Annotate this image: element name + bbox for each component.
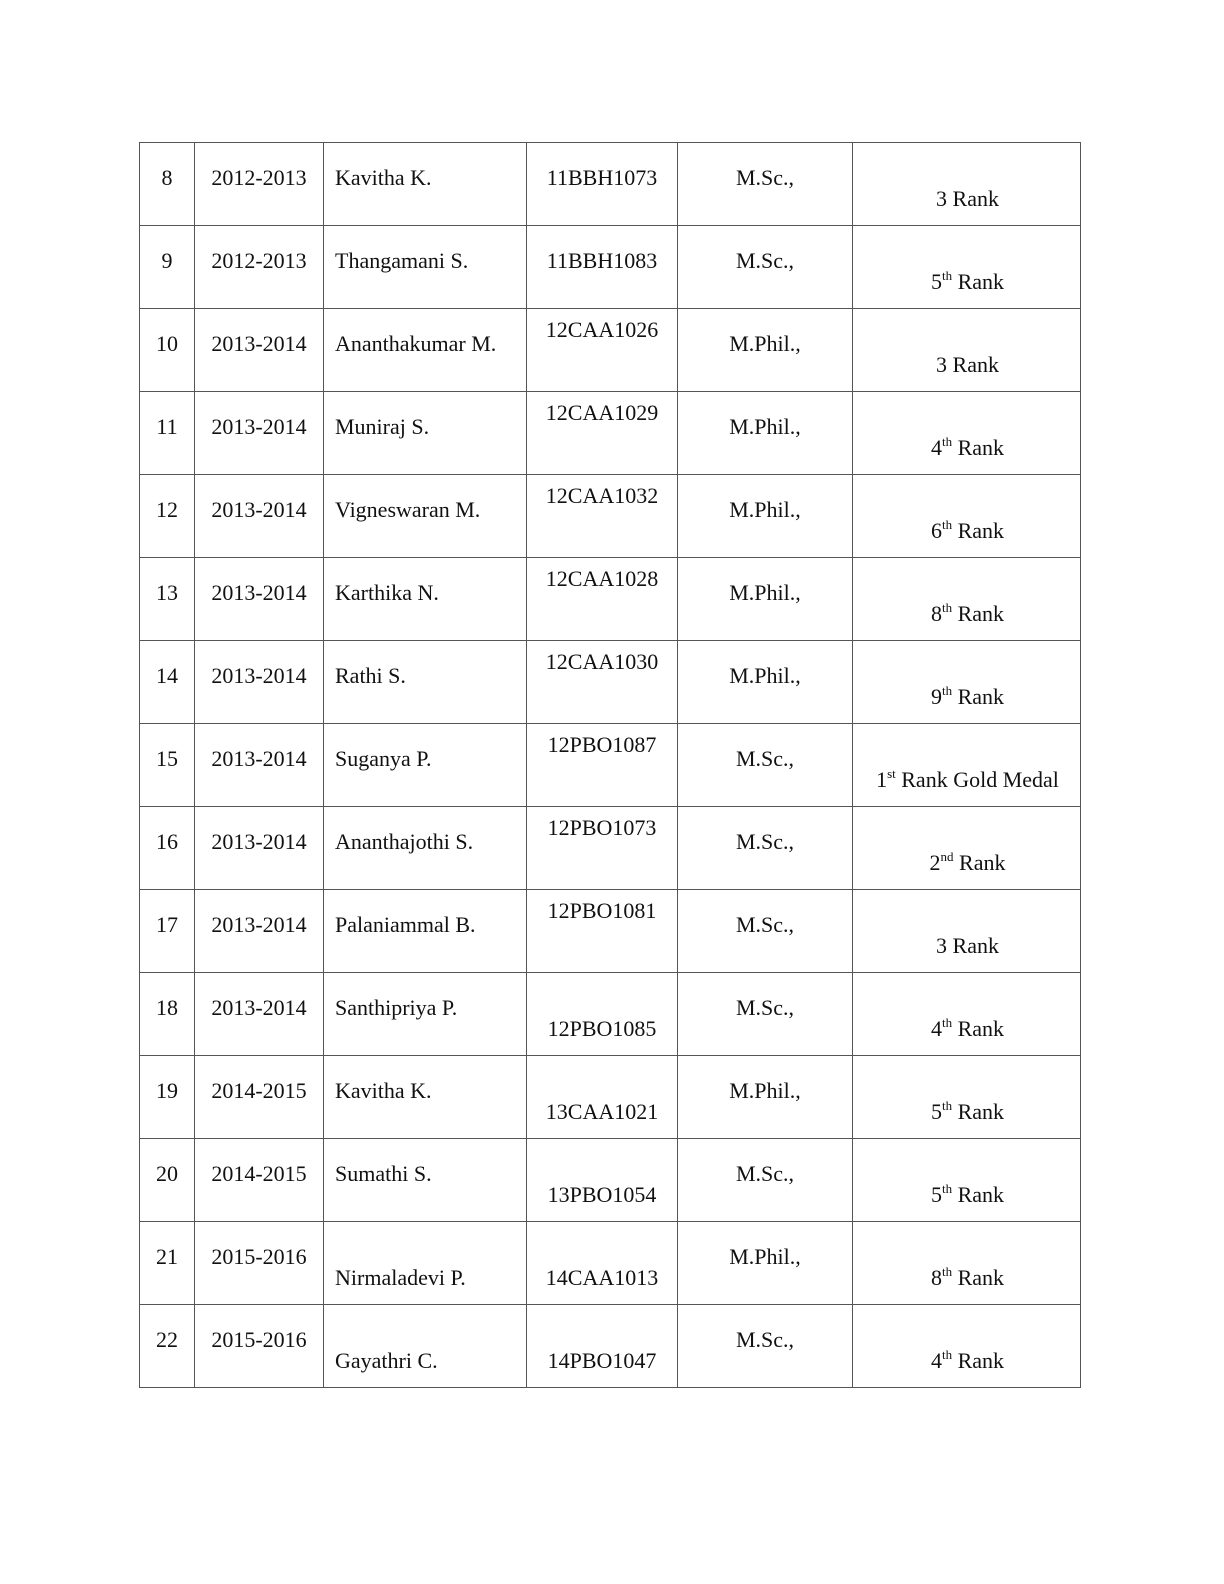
register-number: 14PBO1047 [547,1348,657,1373]
rank [853,767,1082,793]
academic-year-cell [195,392,324,474]
academic-year-cell [195,724,324,806]
rank [853,1265,1082,1291]
rank-label: Rank [953,850,1006,875]
rank-label: Rank [952,1265,1005,1290]
degree: M.Phil., [729,663,801,688]
table-row [139,807,1081,890]
student-name-cell [324,226,527,308]
degree: M.Phil., [729,580,801,605]
degree: M.Sc., [735,1161,795,1186]
register-number: 13CAA1021 [545,1099,659,1124]
academic-year-cell [195,1305,324,1387]
rank [853,1099,1082,1125]
academic-year: 2015-2016 [211,1244,307,1269]
degree: M.Phil., [729,1078,801,1103]
degree: M.Sc., [735,912,795,937]
rank-cell [853,475,1082,557]
rank-number: 3 [936,352,948,377]
degree: M.Phil., [729,414,801,439]
rank-ordinal-suffix: th [941,433,953,449]
serial-number-cell [140,226,195,308]
serial-number: 10 [156,331,178,356]
student-name-cell [324,973,527,1055]
register-number: 13PBO1054 [547,1182,657,1207]
register-number: 12CAA1030 [545,649,659,674]
rank [853,269,1082,295]
academic-year-cell [195,1222,324,1304]
serial-number-cell [140,1139,195,1221]
academic-year-cell [195,1139,324,1221]
rank-number: 4 [930,435,942,460]
academic-year-cell [195,807,324,889]
register-number: 12CAA1032 [545,483,659,508]
register-number-cell [527,1056,678,1138]
degree-cell [678,973,853,1055]
student-name: Palaniammal B. [335,912,476,937]
rank-label: Rank [952,518,1005,543]
degree-cell [678,807,853,889]
register-number-cell [527,392,678,474]
rank-number: 1 [876,767,888,792]
register-number-cell [527,1222,678,1304]
rank-cell [853,724,1082,806]
rank [853,518,1082,544]
table-row [139,226,1081,309]
rank-number: 5 [930,269,942,294]
serial-number: 13 [156,580,178,605]
degree-cell [678,1056,853,1138]
degree: M.Sc., [735,995,795,1020]
rank-ordinal-suffix: nd [940,848,954,864]
register-number: 12PBO1081 [547,898,657,923]
register-number: 12CAA1029 [545,400,659,425]
degree-cell [678,226,853,308]
student-name: Sumathi S. [335,1161,432,1186]
rank-cell [853,143,1082,225]
register-number-cell [527,890,678,972]
rank-ordinal-suffix: st [887,765,896,781]
student-name: Suganya P. [335,746,432,771]
rank-cell [853,890,1082,972]
degree-cell [678,309,853,391]
rank-number: 3 [936,933,948,958]
serial-number: 19 [156,1078,178,1103]
rank-number: 5 [930,1182,942,1207]
rank-number: 2 [929,850,941,875]
table-row [139,392,1081,475]
academic-year: 2013-2014 [211,663,307,688]
table-row [139,475,1081,558]
academic-year: 2014-2015 [211,1078,307,1103]
rank [853,1016,1082,1042]
rank-number: 6 [930,518,942,543]
rank-cell [853,1139,1082,1221]
serial-number: 14 [156,663,178,688]
register-number: 14CAA1013 [545,1265,659,1290]
academic-year: 2013-2014 [211,580,307,605]
degree-cell [678,1305,853,1387]
table-row [139,1305,1081,1388]
rank-ordinal-suffix: th [941,1346,953,1362]
serial-number-cell [140,392,195,474]
student-name: Rathi S. [335,663,406,688]
degree-cell [678,890,853,972]
rank-number: 8 [930,601,942,626]
academic-year-cell [195,1056,324,1138]
rank-number: 9 [930,684,942,709]
student-name: Kavitha K. [335,1078,432,1103]
student-name: Karthika N. [335,580,439,605]
academic-year: 2013-2014 [211,331,307,356]
rank-cell [853,973,1082,1055]
degree-cell [678,475,853,557]
academic-year: 2013-2014 [211,829,307,854]
student-name-cell [324,143,527,225]
rank-ordinal-suffix: th [941,1014,953,1030]
register-number: 11BBH1083 [546,248,658,273]
student-name: Gayathri C. [335,1348,438,1373]
table-row [139,1056,1081,1139]
degree: M.Phil., [729,331,801,356]
student-name-cell [324,309,527,391]
serial-number: 16 [156,829,178,854]
academic-year: 2013-2014 [211,414,307,439]
register-number: 12PBO1085 [547,1016,657,1041]
register-number-cell [527,226,678,308]
academic-year-cell [195,973,324,1055]
register-number-cell [527,558,678,640]
degree-cell [678,724,853,806]
table-row [139,641,1081,724]
rank-ordinal-suffix: th [941,682,953,698]
academic-year: 2013-2014 [211,746,307,771]
rank [853,850,1082,876]
register-number: 12CAA1028 [545,566,659,591]
rank-cell [853,1222,1082,1304]
serial-number: 9 [161,248,173,273]
table-row [139,309,1081,392]
serial-number-cell [140,1056,195,1138]
rank [853,1348,1082,1374]
rank-number: 4 [930,1348,942,1373]
rank-number: 5 [930,1099,942,1124]
register-number-cell [527,475,678,557]
degree: M.Sc., [735,829,795,854]
student-name: Santhipriya P. [335,995,458,1020]
register-number: 12PBO1073 [547,815,657,840]
degree-cell [678,1222,853,1304]
serial-number: 18 [156,995,178,1020]
register-number-cell [527,724,678,806]
student-name-cell [324,475,527,557]
degree-cell [678,558,853,640]
register-number-cell [527,309,678,391]
rank [853,186,1082,212]
rank [853,601,1082,627]
table-row [139,1222,1081,1305]
student-name: Nirmaladevi P. [335,1265,466,1290]
serial-number: 17 [156,912,178,937]
student-name: Vigneswaran M. [335,497,481,522]
serial-number: 20 [156,1161,178,1186]
academic-year-cell [195,641,324,723]
rank-label: Rank [952,1182,1005,1207]
degree: M.Sc., [735,248,795,273]
table-row [139,724,1081,807]
serial-number: 8 [161,165,173,190]
rank-holders-table [139,142,1081,1388]
rank-cell [853,226,1082,308]
academic-year: 2013-2014 [211,995,307,1020]
serial-number-cell [140,143,195,225]
student-name-cell [324,1056,527,1138]
register-number-cell [527,973,678,1055]
rank-cell [853,392,1082,474]
serial-number: 15 [156,746,178,771]
rank-label: Rank [952,601,1005,626]
academic-year-cell [195,890,324,972]
rank-ordinal-suffix: th [941,1097,953,1113]
student-name-cell [324,1222,527,1304]
degree-cell [678,143,853,225]
rank-label: Rank [952,1016,1005,1041]
rank [853,1182,1082,1208]
serial-number-cell [140,1305,195,1387]
rank-label: Rank [952,1348,1005,1373]
rank-label: Rank [952,435,1005,460]
rank-cell [853,558,1082,640]
academic-year-cell [195,475,324,557]
academic-year: 2012-2013 [211,165,307,190]
rank-cell [853,1305,1082,1387]
rank-cell [853,309,1082,391]
student-name: Kavitha K. [335,165,432,190]
serial-number-cell [140,724,195,806]
academic-year: 2014-2015 [211,1161,307,1186]
student-name-cell [324,724,527,806]
student-name: Thangamani S. [335,248,469,273]
rank-number: 3 [936,186,948,211]
serial-number: 22 [156,1327,178,1352]
student-name-cell [324,558,527,640]
rank-ordinal-suffix: th [941,599,953,615]
serial-number-cell [140,1222,195,1304]
degree: M.Sc., [735,165,795,190]
degree-cell [678,1139,853,1221]
register-number: 12CAA1026 [545,317,659,342]
serial-number: 11 [156,414,178,439]
academic-year-cell [195,143,324,225]
serial-number: 21 [156,1244,178,1269]
academic-year: 2015-2016 [211,1327,307,1352]
table-row [139,142,1081,226]
register-number-cell [527,807,678,889]
serial-number-cell [140,973,195,1055]
rank [853,933,1082,959]
degree: M.Phil., [729,1244,801,1269]
student-name-cell [324,392,527,474]
serial-number-cell [140,309,195,391]
student-name-cell [324,641,527,723]
student-name-cell [324,1305,527,1387]
degree-cell [678,392,853,474]
academic-year-cell [195,226,324,308]
rank-label: Rank [947,933,999,958]
degree-cell [678,641,853,723]
rank-ordinal-suffix: th [941,516,953,532]
student-name-cell [324,1139,527,1221]
table-row [139,558,1081,641]
student-name: Ananthakumar M. [335,331,497,356]
student-name: Muniraj S. [335,414,430,439]
serial-number-cell [140,641,195,723]
rank-cell [853,641,1082,723]
serial-number-cell [140,475,195,557]
rank-ordinal-suffix: th [941,1180,953,1196]
student-name-cell [324,807,527,889]
degree: M.Phil., [729,497,801,522]
rank [853,684,1082,710]
serial-number-cell [140,807,195,889]
register-number-cell [527,143,678,225]
rank-ordinal-suffix: th [941,267,953,283]
rank [853,435,1082,461]
rank-label: Rank Gold Medal [895,767,1059,792]
academic-year-cell [195,309,324,391]
academic-year: 2013-2014 [211,497,307,522]
rank-cell [853,1056,1082,1138]
degree: M.Sc., [735,1327,795,1352]
register-number: 12PBO1087 [547,732,657,757]
academic-year: 2013-2014 [211,912,307,937]
academic-year-cell [195,558,324,640]
rank-number: 8 [930,1265,942,1290]
table-row [139,1139,1081,1222]
rank-label: Rank [947,186,999,211]
register-number: 11BBH1073 [546,165,658,190]
register-number-cell [527,641,678,723]
serial-number-cell [140,558,195,640]
serial-number: 12 [156,497,178,522]
register-number-cell [527,1305,678,1387]
table-row [139,890,1081,973]
student-name: Ananthajothi S. [335,829,474,854]
rank-label: Rank [952,1099,1005,1124]
table-row [139,973,1081,1056]
serial-number-cell [140,890,195,972]
rank-label: Rank [947,352,999,377]
rank-ordinal-suffix: th [941,1263,953,1279]
degree: M.Sc., [735,746,795,771]
rank-label: Rank [952,684,1005,709]
rank-label: Rank [952,269,1005,294]
rank-number: 4 [930,1016,942,1041]
academic-year: 2012-2013 [211,248,307,273]
student-name-cell [324,890,527,972]
rank [853,352,1082,378]
register-number-cell [527,1139,678,1221]
rank-cell [853,807,1082,889]
